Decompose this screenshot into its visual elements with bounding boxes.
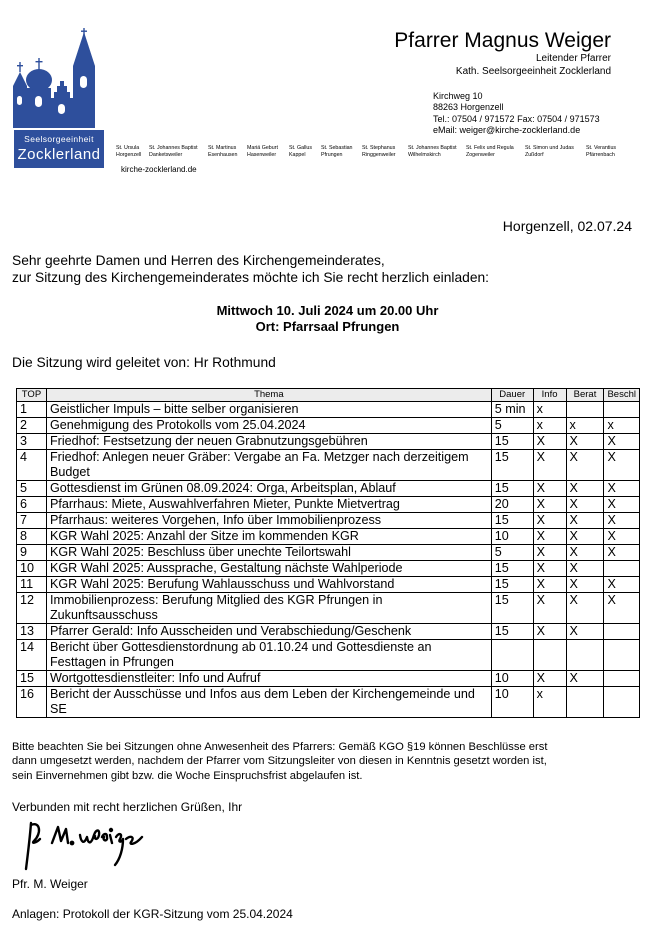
parish-item: St. Johannes Baptist Wilhelmskirch (408, 145, 457, 158)
agenda-cell-beschl: X (604, 481, 640, 497)
agenda-cell-beschl: X (604, 545, 640, 561)
agenda-cell-beschl: x (604, 418, 640, 434)
agenda-row (17, 450, 640, 481)
agenda-cell-thema: Friedhof: Festsetzung der neuen Grabnutzungsgebühren (46, 434, 491, 450)
agenda-table (16, 388, 640, 718)
agenda-row (17, 593, 640, 624)
agenda-cell-top: 7 (17, 513, 47, 529)
note-line: Bitte beachten Sie bei Sitzungen ohne Anwesenheit des Pfarrers: Gemäß KGO §19 können Beschlüsse erst (12, 741, 548, 753)
parish-item: St. Sebastian Pfrungen (321, 145, 353, 158)
agenda-cell-dauer: 15 (491, 450, 533, 481)
handwritten-signature (22, 815, 162, 875)
address-street: Kirchweg 10 (433, 91, 483, 101)
address-email[interactable]: eMail: weiger@kirche-zocklerland.de (433, 124, 581, 135)
logo-line-2: Zocklerland (17, 146, 101, 163)
agenda-cell-dauer: 5 min (491, 402, 533, 418)
agenda-cell-dauer: 5 (491, 418, 533, 434)
agenda-cell-info (533, 640, 566, 671)
agenda-header-row (17, 389, 640, 402)
sender-role: Leitender Pfarrer (535, 53, 611, 64)
meeting-info (0, 303, 655, 335)
agenda-cell-dauer: 15 (491, 481, 533, 497)
agenda-cell-berat: X (566, 434, 604, 450)
parish-item: St. Verantius Pfärrenbach (586, 145, 617, 158)
website-link[interactable]: kirche-zocklerland.de (121, 165, 197, 174)
col-header-info: Info (533, 389, 566, 402)
agenda-cell-beschl: X (604, 577, 640, 593)
agenda-cell-berat: X (566, 671, 604, 687)
agenda-cell-top: 6 (17, 497, 47, 513)
agenda-cell-dauer: 15 (491, 624, 533, 640)
sender-name: Pfarrer Magnus Weiger (394, 29, 611, 52)
salutation (12, 252, 489, 286)
agenda-cell-thema: KGR Wahl 2025: Aussprache, Gestaltung nächste Wahlperiode (46, 561, 491, 577)
agenda-cell-top: 8 (17, 529, 47, 545)
agenda-cell-info: X (533, 577, 566, 593)
agenda-cell-top: 3 (17, 434, 47, 450)
church-logo-icon (12, 28, 107, 128)
agenda-cell-top: 15 (17, 671, 47, 687)
address-city: 88263 Horgenzell (433, 102, 504, 113)
agenda-cell-top: 2 (17, 418, 47, 434)
agenda-cell-dauer: 10 (491, 529, 533, 545)
agenda-cell-top: 13 (17, 624, 47, 640)
note-line: sein Einvernehmen gibt bzw. die Woche Einspruchsfrist abgelaufen ist. (12, 769, 363, 782)
agenda-cell-thema: Pfarrhaus: Miete, Auswahlverfahren Mieter, Punkte Mietvertrag (46, 497, 491, 513)
agenda-cell-berat (566, 402, 604, 418)
logo-banner (14, 130, 104, 168)
agenda-cell-dauer: 10 (491, 687, 533, 718)
agenda-cell-top: 12 (17, 593, 47, 624)
meeting-leader: Die Sitzung wird geleitet von: Hr Rothmund (12, 355, 276, 370)
agenda-cell-thema: Gottesdienst im Grünen 08.09.2024: Orga, Arbeitsplan, Ablauf (46, 481, 491, 497)
agenda-cell-top: 9 (17, 545, 47, 561)
agenda-cell-top: 5 (17, 481, 47, 497)
agenda-cell-info: X (533, 434, 566, 450)
letter-date: Horgenzell, 02.07.24 (502, 218, 632, 234)
agenda-row (17, 434, 640, 450)
agenda-cell-dauer (491, 640, 533, 671)
agenda-cell-beschl (604, 687, 640, 718)
agenda-row (17, 640, 640, 671)
agenda-cell-info: X (533, 545, 566, 561)
agenda-cell-dauer: 15 (491, 513, 533, 529)
parish-item: St. Martinus Esenhausen (208, 145, 238, 158)
agenda-cell-berat (566, 640, 604, 671)
agenda-cell-info: x (533, 402, 566, 418)
agenda-cell-top: 14 (17, 640, 47, 671)
agenda-cell-info: X (533, 513, 566, 529)
agenda-cell-beschl: X (604, 593, 640, 624)
parish-item: St. Felix und Regula Zogenweiler (466, 145, 514, 158)
agenda-cell-info: X (533, 450, 566, 481)
agenda-cell-dauer: 20 (491, 497, 533, 513)
agenda-cell-berat: X (566, 624, 604, 640)
agenda-cell-top: 16 (17, 687, 47, 718)
agenda-body (17, 402, 640, 718)
agenda-cell-info: X (533, 624, 566, 640)
agenda-row (17, 481, 640, 497)
agenda-cell-beschl: X (604, 529, 640, 545)
agenda-cell-berat: X (566, 497, 604, 513)
agenda-row (17, 577, 640, 593)
parish-item: St. Stephanus Ringgenweiler (362, 145, 396, 158)
sender-unit: Kath. Seelsorgeeinheit Zocklerland (455, 66, 611, 77)
agenda-cell-info: x (533, 687, 566, 718)
agenda-cell-thema: KGR Wahl 2025: Anzahl der Sitze im kommenden KGR (46, 529, 491, 545)
agenda-cell-info: X (533, 529, 566, 545)
logo-line-1: Seelsorgeeinheit (24, 134, 94, 144)
agenda-cell-top: 11 (17, 577, 47, 593)
agenda-cell-dauer: 15 (491, 593, 533, 624)
agenda-row (17, 561, 640, 577)
attachments: Anlagen: Protokoll der KGR-Sitzung vom 25.04.2024 (12, 907, 293, 921)
agenda-cell-berat: X (566, 513, 604, 529)
agenda-cell-info: X (533, 671, 566, 687)
agenda-row (17, 687, 640, 718)
agenda-cell-info: X (533, 497, 566, 513)
agenda-cell-thema: Geistlicher Impuls – bitte selber organisieren (46, 402, 491, 418)
agenda-cell-dauer: 15 (491, 434, 533, 450)
agenda-cell-thema: Wortgottesdienstleiter: Info und Aufruf (46, 671, 491, 687)
agenda-row (17, 545, 640, 561)
agenda-cell-top: 4 (17, 450, 47, 481)
agenda-cell-dauer: 10 (491, 671, 533, 687)
signer-name: Pfr. M. Weiger (12, 877, 88, 891)
agenda-cell-info: X (533, 481, 566, 497)
agenda-cell-beschl: X (604, 513, 640, 529)
agenda-cell-dauer: 15 (491, 561, 533, 577)
agenda-cell-thema: Pfarrer Gerald: Info Ausscheiden und Verabschiedung/Geschenk (46, 624, 491, 640)
agenda-cell-berat (566, 687, 604, 718)
agenda-cell-info: x (533, 418, 566, 434)
agenda-row (17, 529, 640, 545)
agenda-row (17, 497, 640, 513)
col-header-top: TOP (17, 389, 47, 402)
note-line: dann umgesetzt werden, nachdem der Pfarrer vom Sitzungsleiter von diesen in Kenntnis gesetzt worden ist, (12, 755, 547, 768)
address-phone: Tel.: 07504 / 971572 Fax: 07504 / 971573 (433, 113, 600, 124)
agenda-cell-thema: Genehmigung des Protokolls vom 25.04.2024 (46, 418, 491, 434)
col-header-thema: Thema (46, 389, 491, 402)
parish-item: St. Simon und Judas Zußdorf (525, 145, 574, 158)
agenda-cell-berat: X (566, 577, 604, 593)
agenda-cell-berat: X (566, 561, 604, 577)
agenda-row (17, 513, 640, 529)
col-header-dauer: Dauer (491, 389, 533, 402)
agenda-cell-berat: X (566, 529, 604, 545)
agenda-cell-thema: Bericht über Gottesdienstordnung ab 01.10.24 und Gottesdienste an Festtagen in Pfrungen (46, 640, 491, 671)
agenda-cell-berat: X (566, 545, 604, 561)
agenda-cell-berat: X (566, 450, 604, 481)
agenda-cell-beschl (604, 671, 640, 687)
agenda-cell-beschl: X (604, 434, 640, 450)
agenda-cell-dauer: 5 (491, 545, 533, 561)
agenda-row (17, 671, 640, 687)
agenda-cell-beschl: X (604, 450, 640, 481)
meeting-when: Mittwoch 10. Juli 2024 um 20.00 Uhr (216, 303, 439, 318)
agenda-cell-info: X (533, 561, 566, 577)
parish-item: Mariä Geburt Hasenweiler (247, 145, 278, 158)
agenda-cell-thema: Pfarrhaus: weiteres Vorgehen, Info über Immobilienprozess (46, 513, 491, 529)
agenda-cell-beschl (604, 402, 640, 418)
col-header-beschl: Beschl (604, 389, 640, 402)
parish-item: St. Johannes Baptist Danketsweiler (149, 145, 198, 158)
agenda-cell-berat: x (566, 418, 604, 434)
salutation-line: Sehr geehrte Damen und Herren des Kirchengemeinderates, (12, 253, 385, 268)
agenda-row (17, 624, 640, 640)
agenda-cell-info: X (533, 593, 566, 624)
agenda-cell-thema: Immobilienprozess: Berufung Mitglied des KGR Pfrungen in Zukunftsausschuss (46, 593, 491, 624)
legal-note (12, 740, 547, 783)
agenda-cell-berat: X (566, 481, 604, 497)
parish-item: St. Gallus Kappel (289, 145, 312, 158)
agenda-cell-thema: Bericht der Ausschüsse und Infos aus dem Leben der Kirchengemeinde und SE (46, 687, 491, 718)
salutation-line: zur Sitzung des Kirchengemeinderates möchte ich Sie recht herzlich einladen: (12, 270, 490, 285)
closing-line: Verbunden mit recht herzlichen Grüßen, Ihr (12, 800, 243, 814)
col-header-berat: Berat (566, 389, 604, 402)
sender-address (433, 91, 600, 136)
agenda-row (17, 402, 640, 418)
agenda-cell-thema: KGR Wahl 2025: Berufung Wahlausschuss und Wahlvorstand (46, 577, 491, 593)
meeting-where: Ort: Pfarrsaal Pfrungen (255, 319, 400, 334)
parish-item: St. Ursula Horgenzell (116, 145, 142, 158)
agenda-cell-beschl (604, 640, 640, 671)
agenda-cell-dauer: 15 (491, 577, 533, 593)
agenda-cell-beschl (604, 624, 640, 640)
agenda-cell-beschl: X (604, 497, 640, 513)
agenda-cell-beschl (604, 561, 640, 577)
agenda-cell-thema: Friedhof: Anlegen neuer Gräber: Vergabe an Fa. Metzger nach derzeitigem Budget (46, 450, 491, 481)
agenda-cell-top: 1 (17, 402, 47, 418)
agenda-row (17, 418, 640, 434)
agenda-cell-berat: X (566, 593, 604, 624)
agenda-cell-top: 10 (17, 561, 47, 577)
agenda-cell-thema: KGR Wahl 2025: Beschluss über unechte Teilortswahl (46, 545, 491, 561)
